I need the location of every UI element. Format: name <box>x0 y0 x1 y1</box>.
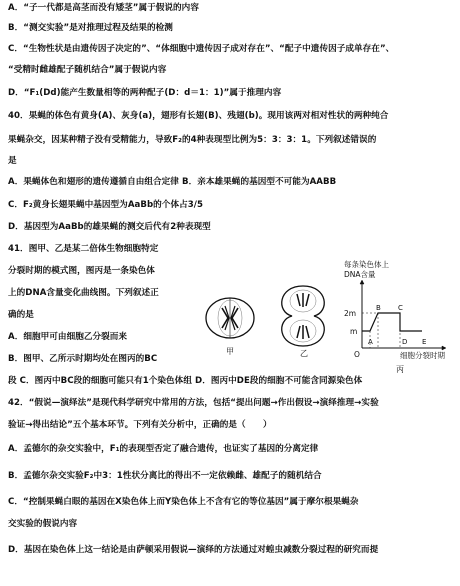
text-line: “受精时雌雄配子随机结合”属于假说内容 <box>8 65 167 75</box>
graph-ylabel-line2: DNA含量 <box>344 270 376 279</box>
graph-point-a: A <box>368 338 373 346</box>
text-line: C．“控制果蝇白眼的基因在X染色体上而Y染色体上不含有它的等位基因”属于摩尔根果蝇杂 <box>8 497 359 507</box>
graph-ytick-2m: 2m <box>344 309 357 318</box>
text-line: D．基因型为AaBb的雄果蝇的测交后代有2种表现型 <box>8 222 211 232</box>
text-line: 果蝇杂交，因某种精子没有受精能力，导致F₂的4种表现型比例为5：3：3：1。下列叙述错误的 <box>8 135 377 145</box>
dna-content-graph <box>340 258 456 376</box>
text-line: B．“测交实验”是对推理过程及结果的检测 <box>8 23 173 33</box>
text-line: A．“子一代都是高茎而没有矮茎”属于假说的内容 <box>8 3 199 13</box>
text-line: 验证→得出结论”五个基本环节。下列有关分析中，正确的是（ ） <box>8 420 272 430</box>
text-line: 交实验的假说内容 <box>8 519 78 529</box>
text-line: B．图甲、乙所示时期均处在图丙的BC <box>8 354 158 364</box>
question-42-stem: 42．“假说—演绎法”是现代科学研究中常用的方法，包括“提出问题→作出假设→演绎推理→实验 <box>8 398 379 408</box>
text-line: A．细胞甲可由细胞乙分裂而来 <box>8 332 128 342</box>
graph-origin: O <box>354 350 360 359</box>
graph-point-e: E <box>422 338 427 346</box>
text-line: 分裂时期的模式图，图丙是一条染色体 <box>8 266 155 276</box>
question-40-stem: 40．果蝇的体色有黄身(A)、灰身(a)，翅形有长翅(B)、残翅(b)。现用该两对相对性状的两种纯合 <box>8 111 389 121</box>
text-line: 是 <box>8 156 17 166</box>
question-41-stem: 41．图甲、乙是某二倍体生物细胞特定 <box>8 244 159 254</box>
text-line: A．果蝇体色和翅形的遗传遵循自由组合定律 B．亲本雄果蝇的基因型不可能为AABB <box>8 177 337 187</box>
graph-ylabel-line1: 每条染色体上 <box>344 260 389 269</box>
cell-jia-diagram <box>200 288 260 358</box>
graph-ytick-m: m <box>350 327 358 336</box>
graph-point-c: C <box>398 304 403 312</box>
text-line: C．F₂黄身长翅果蝇中基因型为AaBb的个体占3/5 <box>8 200 203 210</box>
graph-xlabel: 细胞分裂时期 <box>400 351 445 360</box>
text-line: 确的是 <box>8 310 34 320</box>
text-line: 段 C．图丙中BC段的细胞可能只有1个染色体组 D．图丙中DE段的细胞不可能含同源染色体 <box>8 376 363 386</box>
graph-point-d: D <box>402 338 408 346</box>
cell-jia-label: 甲 <box>226 347 234 356</box>
text-line: D．“F₁(Dd)能产生数量相等的两种配子(D：d＝1：1)”属于推理内容 <box>8 88 282 98</box>
text-line: C．“生物性状是由遗传因子决定的”、“体细胞中遗传因子成对存在”、“配子中遗传因子成单存在”、 <box>8 44 395 54</box>
cell-yi-diagram <box>268 282 338 358</box>
cell-yi-label: 乙 <box>300 349 308 358</box>
graph-bing-label: 丙 <box>396 365 404 374</box>
text-line: A．孟德尔的杂交实验中，F₁的表现型否定了融合遗传，也证实了基因的分离定律 <box>8 444 319 454</box>
text-line: D．基因在染色体上这一结论是由萨顿采用假说—演绎的方法通过对蝗虫减数分裂过程的研究而提 <box>8 545 379 555</box>
text-line: B．孟德尔杂交实验F₂中3：1性状分离比的得出不一定依赖雌、雄配子的随机结合 <box>8 471 322 481</box>
graph-point-b: B <box>376 304 381 312</box>
text-line: 上的DNA含量变化曲线图。下列叙述正 <box>8 288 159 298</box>
